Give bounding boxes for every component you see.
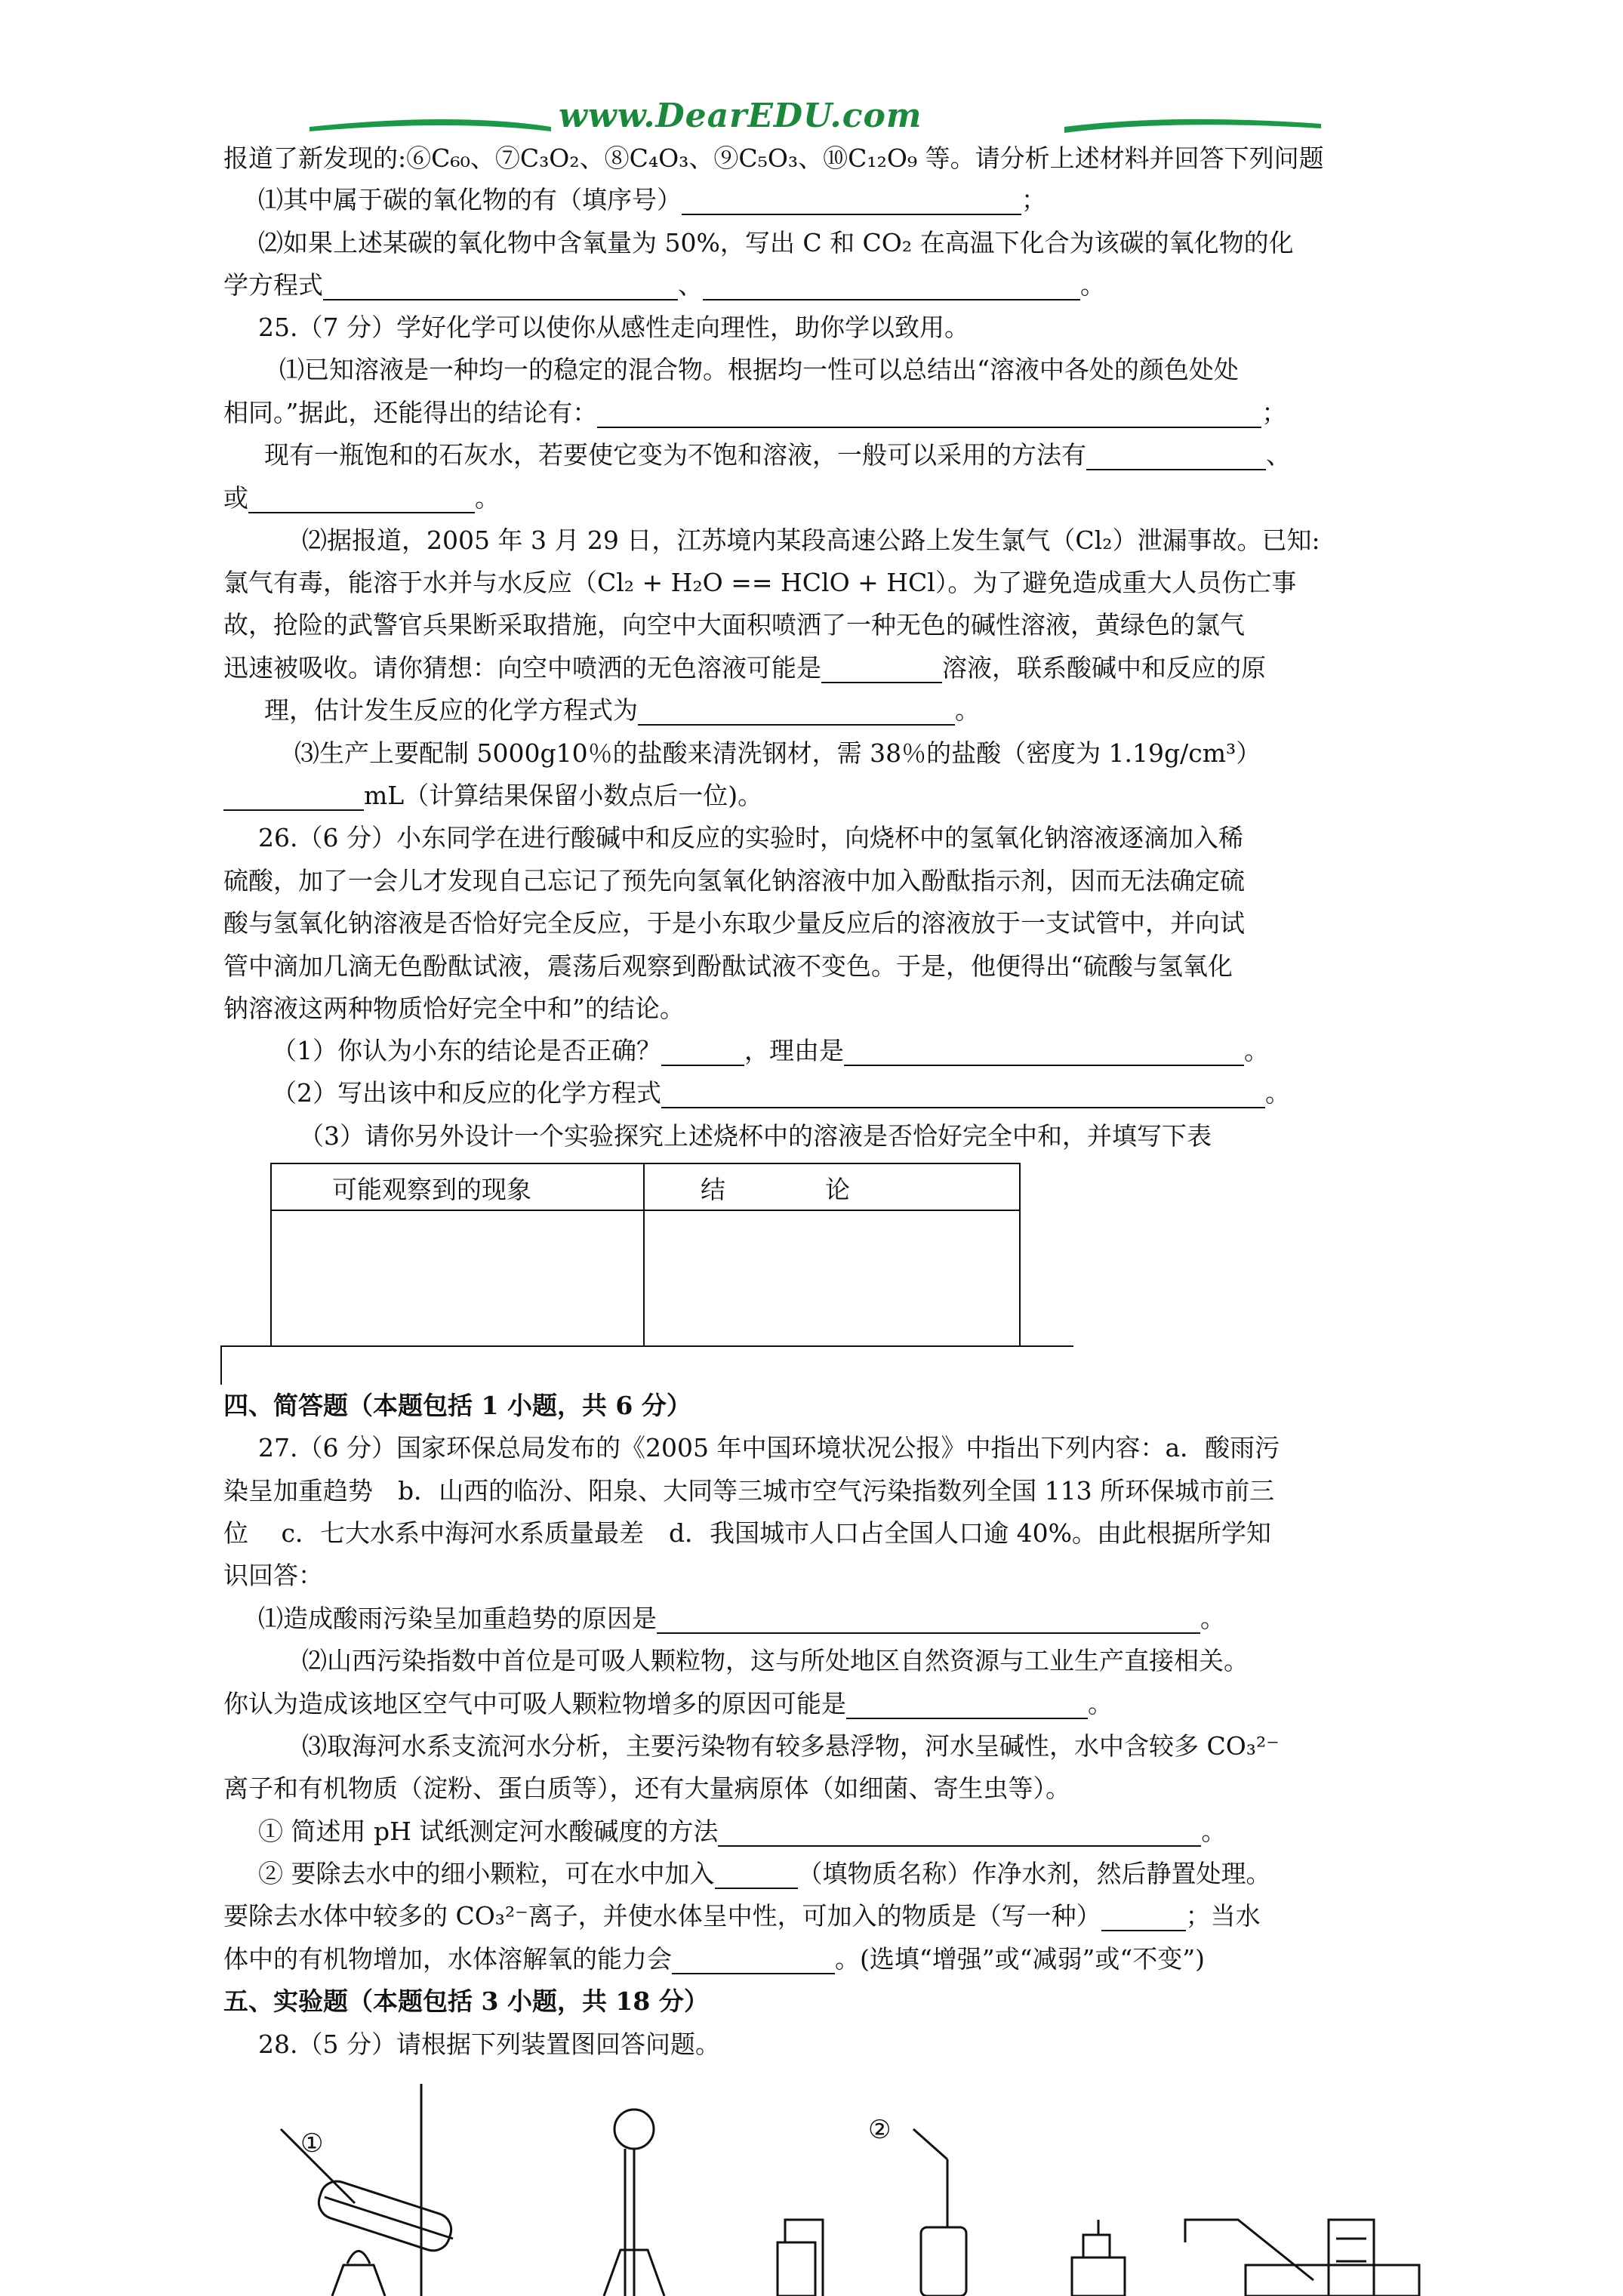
answer-blank[interactable] [1086,445,1266,470]
question-text: 溶液，联系酸碱中和反应的原 [942,653,1266,683]
question-text: （1）你认为小东的结论是否正确？ [272,1036,661,1065]
answer-blank[interactable] [661,1040,744,1066]
text-line: ⑵山西污染指数中首位是可吸人颗粒物，这与所处地区自然资源与工业生产直接相关。 [302,1646,1249,1675]
text-line: 钠溶液这两种物质恰好完全中和”的结论。 [223,994,685,1023]
question-line [258,1604,1225,1634]
punct: 。 [475,483,500,513]
answer-blank[interactable] [682,190,1021,215]
section-rule [220,1345,1073,1347]
question-text: 理，估计发生反应的化学方程式为 [264,695,638,725]
question-line [223,398,1286,428]
answer-blank[interactable] [715,1863,798,1889]
answer-blank[interactable] [672,1949,835,1974]
punct: ； [1261,398,1287,427]
question-text: 。(选填“增强”或“减弱”或“不变”) [835,1944,1205,1974]
text-line: 位 c．七大水系中海河水系质量最差 d．我国城市人口占全国人口逾 40%。由此根据所学知 [223,1518,1271,1548]
apparatus-figure [0,2069,1623,2296]
punct: 。 [1088,1689,1113,1718]
question-text: ① 简述用 pH 试纸测定河水酸碱度的方法 [258,1817,719,1846]
answer-blank[interactable] [844,1040,1244,1066]
question-heading: 26.（6 分）小东同学在进行酸碱中和反应的实验时，向烧杯中的氢氧化钠溶液逐滴加入稀 [258,823,1243,852]
answer-table [270,1163,1021,1347]
question-text: （2）写出该中和反应的化学方程式 [272,1078,661,1108]
question-line [264,440,1291,470]
question-line [258,1859,1271,1889]
punct: 。 [955,695,980,725]
question-text: ，理由是 [744,1036,844,1065]
text-line: ⑵据报道，2005 年 3 月 29 日，江苏境内某段高速公路上发生氯气（Cl₂）泄漏事故。已知: [302,525,1320,555]
question-text: ⑴其中属于碳的氧化物的有（填序号） [258,185,682,214]
table-header-observation: 可能观察到的现象 [332,1175,531,1204]
text-line: 识回答： [223,1561,323,1590]
question-line [223,1689,1113,1719]
table-cell-observation[interactable] [273,1213,642,1342]
question-line [272,1078,1290,1108]
answer-blank[interactable] [248,488,475,513]
answer-blank[interactable] [821,658,942,683]
question-text: 你认为造成该地区空气中可吸人颗粒物增多的原因可能是 [223,1689,846,1718]
text-line: 硫酸，加了一会儿才发现自己忘记了预先向氢氧化钠溶液中加入酚酞指示剂，因而无法确定硫 [223,866,1245,895]
question-heading: 25.（7 分）学好化学可以使你从感性走向理性，助你学以致用。 [258,313,969,342]
text-line: ⑵如果上述某碳的氧化物中含氧量为 50%，写出 C 和 CO₂ 在高温下化合为该碳的氧化物的化 [258,228,1294,257]
text-line: 氯气有毒，能溶于水并与水反应（Cl₂ + H₂O == HClO + HCl）。为了避免造成重大人员伤亡事 [223,568,1297,597]
answer-blank[interactable] [718,1821,1201,1847]
table-divider [643,1164,645,1345]
text-line: ⑶生产上要配制 5000g10％的盐酸来清洗钢材，需 38％的盐酸（密度为 1.19g/cm³） [294,738,1261,768]
text-line: 离子和有机物质（淀粉、蛋白质等），还有大量病原体（如细菌、寄生虫等）。 [223,1774,1070,1803]
question-text: mL（计算结果保留小数点后一位)。 [364,781,763,810]
figure-label-1: ① [300,2128,324,2159]
question-text: 体中的有机物增加，水体溶解氧的能力会 [223,1944,672,1974]
answer-blank[interactable] [223,785,364,811]
text-line: 管中滴加几滴无色酚酞试液，震荡后观察到酚酞试液不变色。于是，他便得出“硫酸与氢氧化 [223,951,1233,981]
answer-blank[interactable] [597,402,1261,428]
answer-blank[interactable] [657,1608,1200,1634]
section-heading: 四、简答题（本题包括 1 小题，共 6 分） [223,1391,691,1420]
punct: 、 [1266,440,1291,470]
text-line: ⑶取海河水系支流河水分析，主要污染物有较多悬浮物，河水呈碱性，水中含较多 CO₃²⁻ [302,1731,1280,1761]
text-line: ⑴已知溶液是一种均一的稳定的混合物。根据均一性可以总结出“溶液中各处的颜色处处 [279,355,1239,384]
question-text: ⑴造成酸雨污染呈加重趋势的原因是 [258,1604,657,1633]
question-text: ② 要除去水中的细小颗粒，可在水中加入 [258,1859,715,1888]
table-header-conclusion: 结 论 [701,1175,850,1204]
punct: 。 [1200,1604,1225,1633]
question-line [223,483,500,513]
punct: 、 [678,270,703,300]
table-cell-conclusion[interactable] [646,1213,1016,1342]
section-heading: 五、实验题（本题包括 3 小题，共 18 分） [223,1986,709,2016]
question-line [223,1944,1205,1974]
punct: 。 [1265,1078,1290,1108]
question-line [223,653,1266,683]
question-line [264,695,980,726]
question-text: ；当水 [1185,1901,1261,1931]
text-line: 酸与氢氧化钠溶液是否恰好完全反应，于是小东取少量反应后的溶液放于一支试管中，并向试 [223,908,1245,938]
question-text: 现有一瓶饱和的石灰水，若要使它变为不饱和溶液，一般可以采用的方法有 [264,440,1086,470]
punct: 。 [1244,1036,1269,1065]
punct: 。 [1080,270,1105,300]
answer-blank[interactable] [323,275,678,300]
answer-blank[interactable] [1101,1906,1186,1931]
question-text: （填物质名称）作净水剂，然后静置处理。 [797,1859,1271,1888]
punct: 。 [1201,1817,1227,1846]
question-text: 相同。”据此，还能得出的结论有： [223,398,598,427]
question-text: 要除去水体中较多的 CO₃²⁻离子，并使水体呈中性，可加入的物质是（写一种） [223,1901,1101,1931]
question-line [223,1901,1261,1931]
question-line [223,270,1105,300]
question-text: 迅速被吸收。请你猜想：向空中喷洒的无色溶液可能是 [223,653,821,683]
question-text: 或 [223,483,248,513]
question-line [258,1817,1226,1847]
question-line [258,185,1046,215]
section-rule-tick [220,1345,222,1385]
answer-blank[interactable] [638,700,955,726]
question-line [272,1036,1269,1066]
answer-blank[interactable] [661,1083,1265,1108]
question-line [223,781,762,811]
site-logo: www.DearEDU.com [559,97,922,135]
text-line: （3）请你另外设计一个实验探究上述烧杯中的溶液是否恰好完全中和，并填写下表 [299,1121,1212,1151]
text-line: 报道了新发现的:⑥C₆₀、⑦C₃O₂、⑧C₄O₃、⑨C₅O₃、⑩C₁₂O₉ 等。请分析上述材料并回答下列问题 [223,143,1324,173]
answer-blank[interactable] [846,1693,1088,1719]
figure-label-2: ② [868,2115,892,2145]
question-heading: 27.（6 分）国家环保总局发布的《2005 年中国环境状况公报》中指出下列内容：a．酸雨污 [258,1433,1280,1462]
answer-blank[interactable] [703,275,1080,300]
text-line: 故，抢险的武警官兵果断采取措施，向空中大面积喷洒了一种无色的碱性溶液，黄绿色的氯气 [223,610,1245,639]
text-line: 染呈加重趋势 b．山西的临汾、阳泉、大同等三城市空气污染指数列全国 113 所环保城市前三 [223,1476,1275,1505]
question-text: 学方程式 [223,270,323,300]
punct: ； [1021,185,1046,214]
question-heading: 28.（5 分）请根据下列装置图回答问题。 [258,2029,720,2059]
